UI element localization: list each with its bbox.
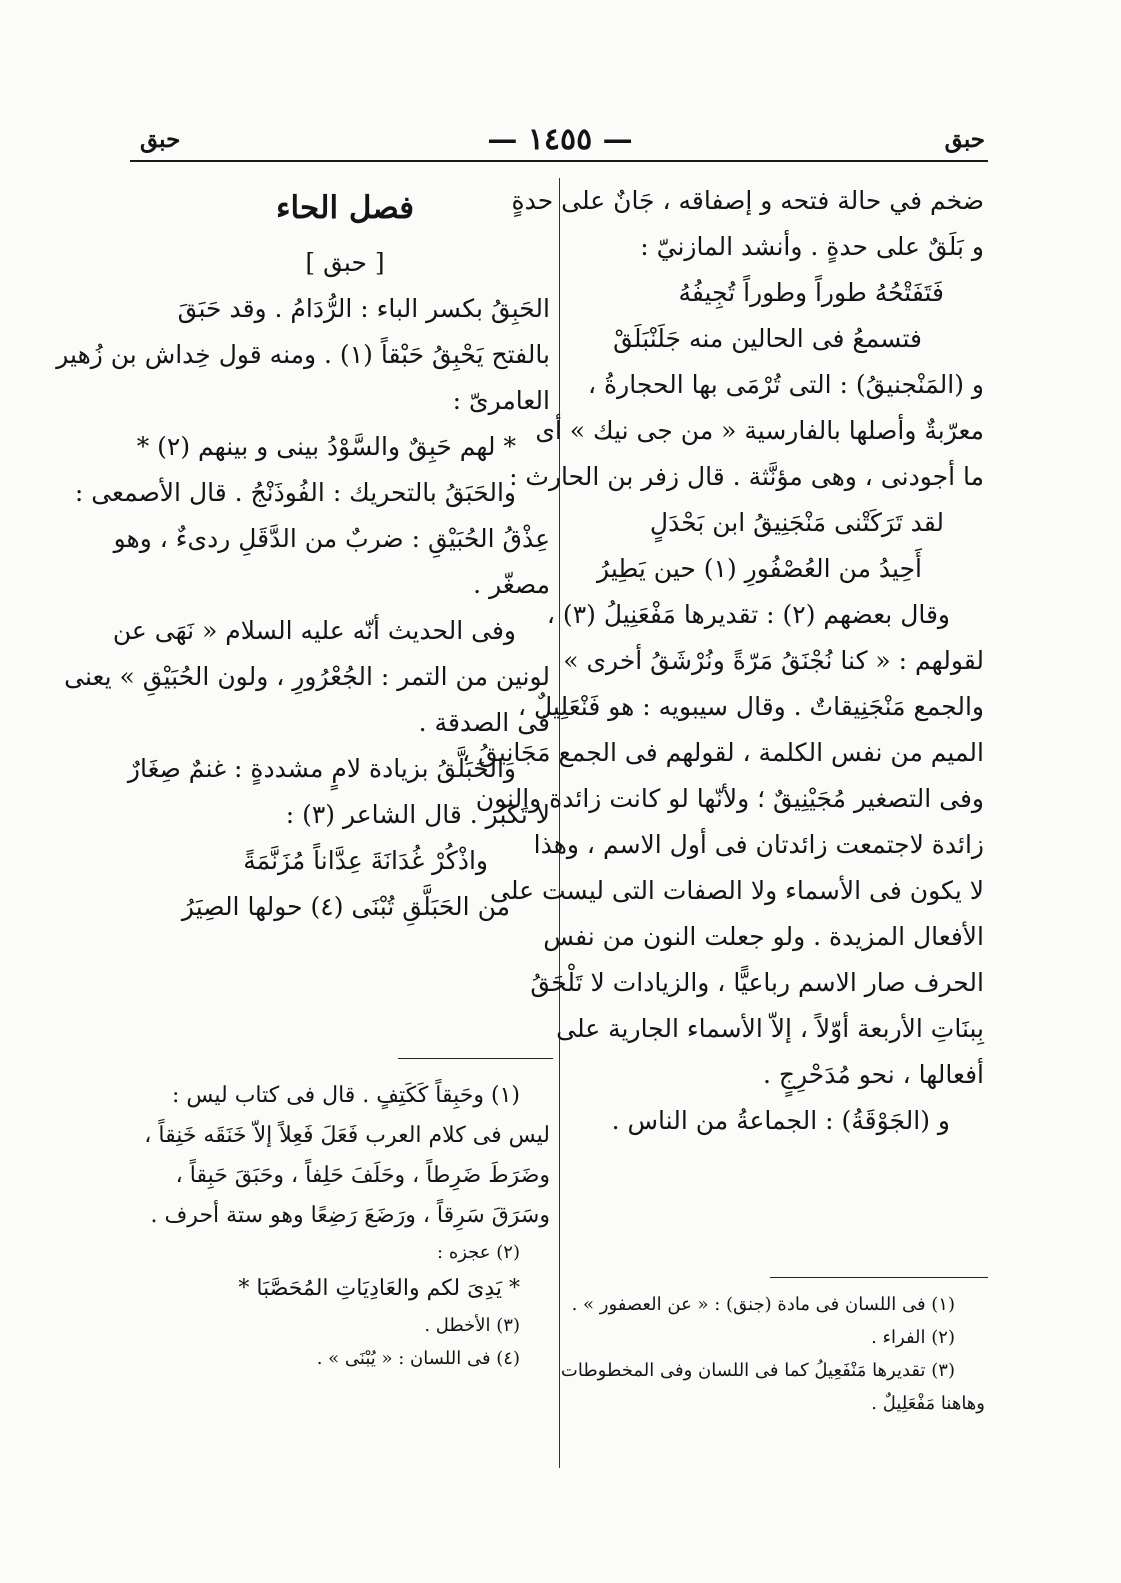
header-rule <box>130 160 988 162</box>
text-line: و بَلَقٌ على حدةٍ . وأنشد المازنيّ : <box>640 232 984 261</box>
running-head-right: حبق <box>944 126 985 153</box>
text-line: عِذْقُ الحُبَيْقِ : ضربٌ من الدَّقَلِ ردىءٌ ، وهو <box>113 524 550 553</box>
text-line: لونين من التمر : الجُعْرُورِ ، ولون الحُبَيْقِ » يعنى <box>64 662 550 691</box>
text-line: واذْكُرْ غُدَانَةَ عِدَّاناً مُزَنَّمَةً <box>243 846 488 875</box>
text-line: و (المَنْجنيقُ) : التى تُرْمَى بها الحجارةُ ، <box>588 370 984 399</box>
footnote-rule-left <box>398 1058 553 1059</box>
footnotes-left <box>140 1076 550 1375</box>
footnote-line: (٣) تقديرها مَنْفَعِيلُ كما فى اللسان وفى المخطوطات <box>560 1360 955 1381</box>
text-line: أَحِيدُ من العُصْفُورِ (١) حين يَطِيرُ <box>597 554 922 583</box>
text-line: وفى الحديث أنّه عليه السلام « نَهَى عن <box>112 616 516 645</box>
text-line: زائدة لاجتمعت زائدتان فى أول الاسم ، وهذا <box>533 830 984 859</box>
text-line: * لهم حَبِقٌ والسَّوْدُ بينى و بينهم (٢) * <box>136 432 516 461</box>
entry-heading: [ حبق ] <box>305 248 385 277</box>
text-line: والحَبَقُ بالتحريك : الفُوذَنْجُ . قال الأصمعى : <box>74 478 516 507</box>
page-number: — ١٤٥٥ — <box>487 122 633 157</box>
text-line: مصغّر . <box>473 570 550 599</box>
text-line: وفى التصغير مُجَيْنِيقٌ ؛ ولأنّها لو كانت زائدة والنون <box>475 784 984 813</box>
text-line: فتسمعُ فى الحالين منه جَلَنْبَلَقْ <box>613 324 922 353</box>
text-line: بالفتح يَحْبِقُ حَبْقاً (١) . ومنه قول خِداش بن زُهير <box>56 340 550 369</box>
footnote-line: (٣) الأخطل . <box>424 1315 520 1336</box>
footnote-line: وسَرَقَ سَرِقاً ، ورَضَعَ رَضِعًا وهو ستة أحرف . <box>150 1203 550 1228</box>
text-line: الحرف صار الاسم رباعيًّا ، والزيادات لا تَلْحَقُ <box>530 968 984 997</box>
text-line: أفعالها ، نحو مُدَحْرِجٍ . <box>762 1060 984 1089</box>
section-title: فصل الحاء <box>275 190 415 226</box>
text-line: العامرىّ : <box>452 386 550 415</box>
footnote-rule-right <box>770 1277 988 1278</box>
footnotes-right <box>560 1288 985 1420</box>
footnote-line: وهاهنا مَفْعَلِيلٌ . <box>871 1393 985 1414</box>
text-line: من الحَبَلَّقِ تُبْنَى (٤) حولها الصِيَرُ <box>181 892 510 921</box>
text-line: ضخم في حالة فتحه و إصفاقه ، جَانٌ على حدةٍ <box>511 186 984 215</box>
footnote-line: (١) فى اللسان فى مادة (جنق) : « عن العصفور » . <box>571 1294 955 1315</box>
text-line: الأفعال المزيدة . ولو جعلت النون من نفس <box>543 922 984 951</box>
text-line: فَتَفَتْحُهُ طوراً وطوراً تُجِيفُهُ <box>678 278 944 307</box>
text-line: الميم من نفس الكلمة ، لقولهم فى الجمع مَجَانِيقُ ، <box>462 738 984 767</box>
text-line: فى الصدقة . <box>418 708 550 737</box>
footnote-line: (١) وحَبِقاً كَكَتِفٍ . قال فى كتاب ليس : <box>171 1083 520 1108</box>
footnote-line: (٤) فى اللسان : « يُبْنَى » . <box>316 1348 520 1369</box>
footnote-line: * يَدِىَ لكم والعَادِيَاتِ المُحَصَّبَا * <box>238 1276 520 1301</box>
text-line: وقال بعضهم (٢) : تقديرها مَفْعَنِيلُ (٣) ، <box>546 600 950 629</box>
left-column-lines <box>56 286 550 930</box>
text-line: بِبنَاتِ الأربعة أوّلاً ، إلاّ الأسماء الجارية على <box>556 1014 984 1043</box>
footnote-line: وضَرَطَ ضَرِطاً ، وحَلَفَ حَلِفاً ، وحَبَقَ حَبِقاً ، <box>175 1163 550 1188</box>
footnote-line: (٢) عجزه : <box>437 1242 520 1263</box>
text-line: معرّبةٌ وأصلها بالفارسية « من جى نيك » أى <box>535 416 984 445</box>
footnote-line: (٢) الفراء . <box>871 1327 955 1348</box>
text-line: والجمع مَنْجَنِيقاتٌ . وقال سيبويه : هو فَنْعَلِيلٌ ، <box>517 692 984 721</box>
text-line: والحَبَلَّقُ بزيادة لامٍ مشددةٍ : غنمٌ صِغَارٌ <box>127 754 516 783</box>
text-line: لقولهم : « كنا نُجْنَقُ مَرّةً ونُرْشَقُ أخرى » <box>563 646 984 675</box>
text-line: لقد تَرَكَتْنى مَنْجَنِيقُ ابن بَحْدَلٍ <box>649 508 944 537</box>
footnote-line: ليس فى كلام العرب فَعَلَ فَعِلاً إلاّ خَنَقَه خَنِقاً ، <box>144 1123 550 1148</box>
text-line: ما أجودنى ، وهى مؤنَّثة . قال زفر بن الحارث : <box>509 462 984 491</box>
text-line: لا يكون فى الأسماء ولا الصفات التى ليست على <box>490 876 984 905</box>
text-line: الحَبِقُ بكسر الباء : الرُّدَامُ . وقد حَبَقَ <box>177 294 550 323</box>
text-line: و (الجَوْقَةُ) : الجماعةُ من الناس . <box>611 1106 950 1135</box>
text-line: لا تَكبُر . قال الشاعر (٣) : <box>285 800 550 829</box>
running-head-left: حبق <box>140 126 181 153</box>
left-column <box>56 178 550 930</box>
